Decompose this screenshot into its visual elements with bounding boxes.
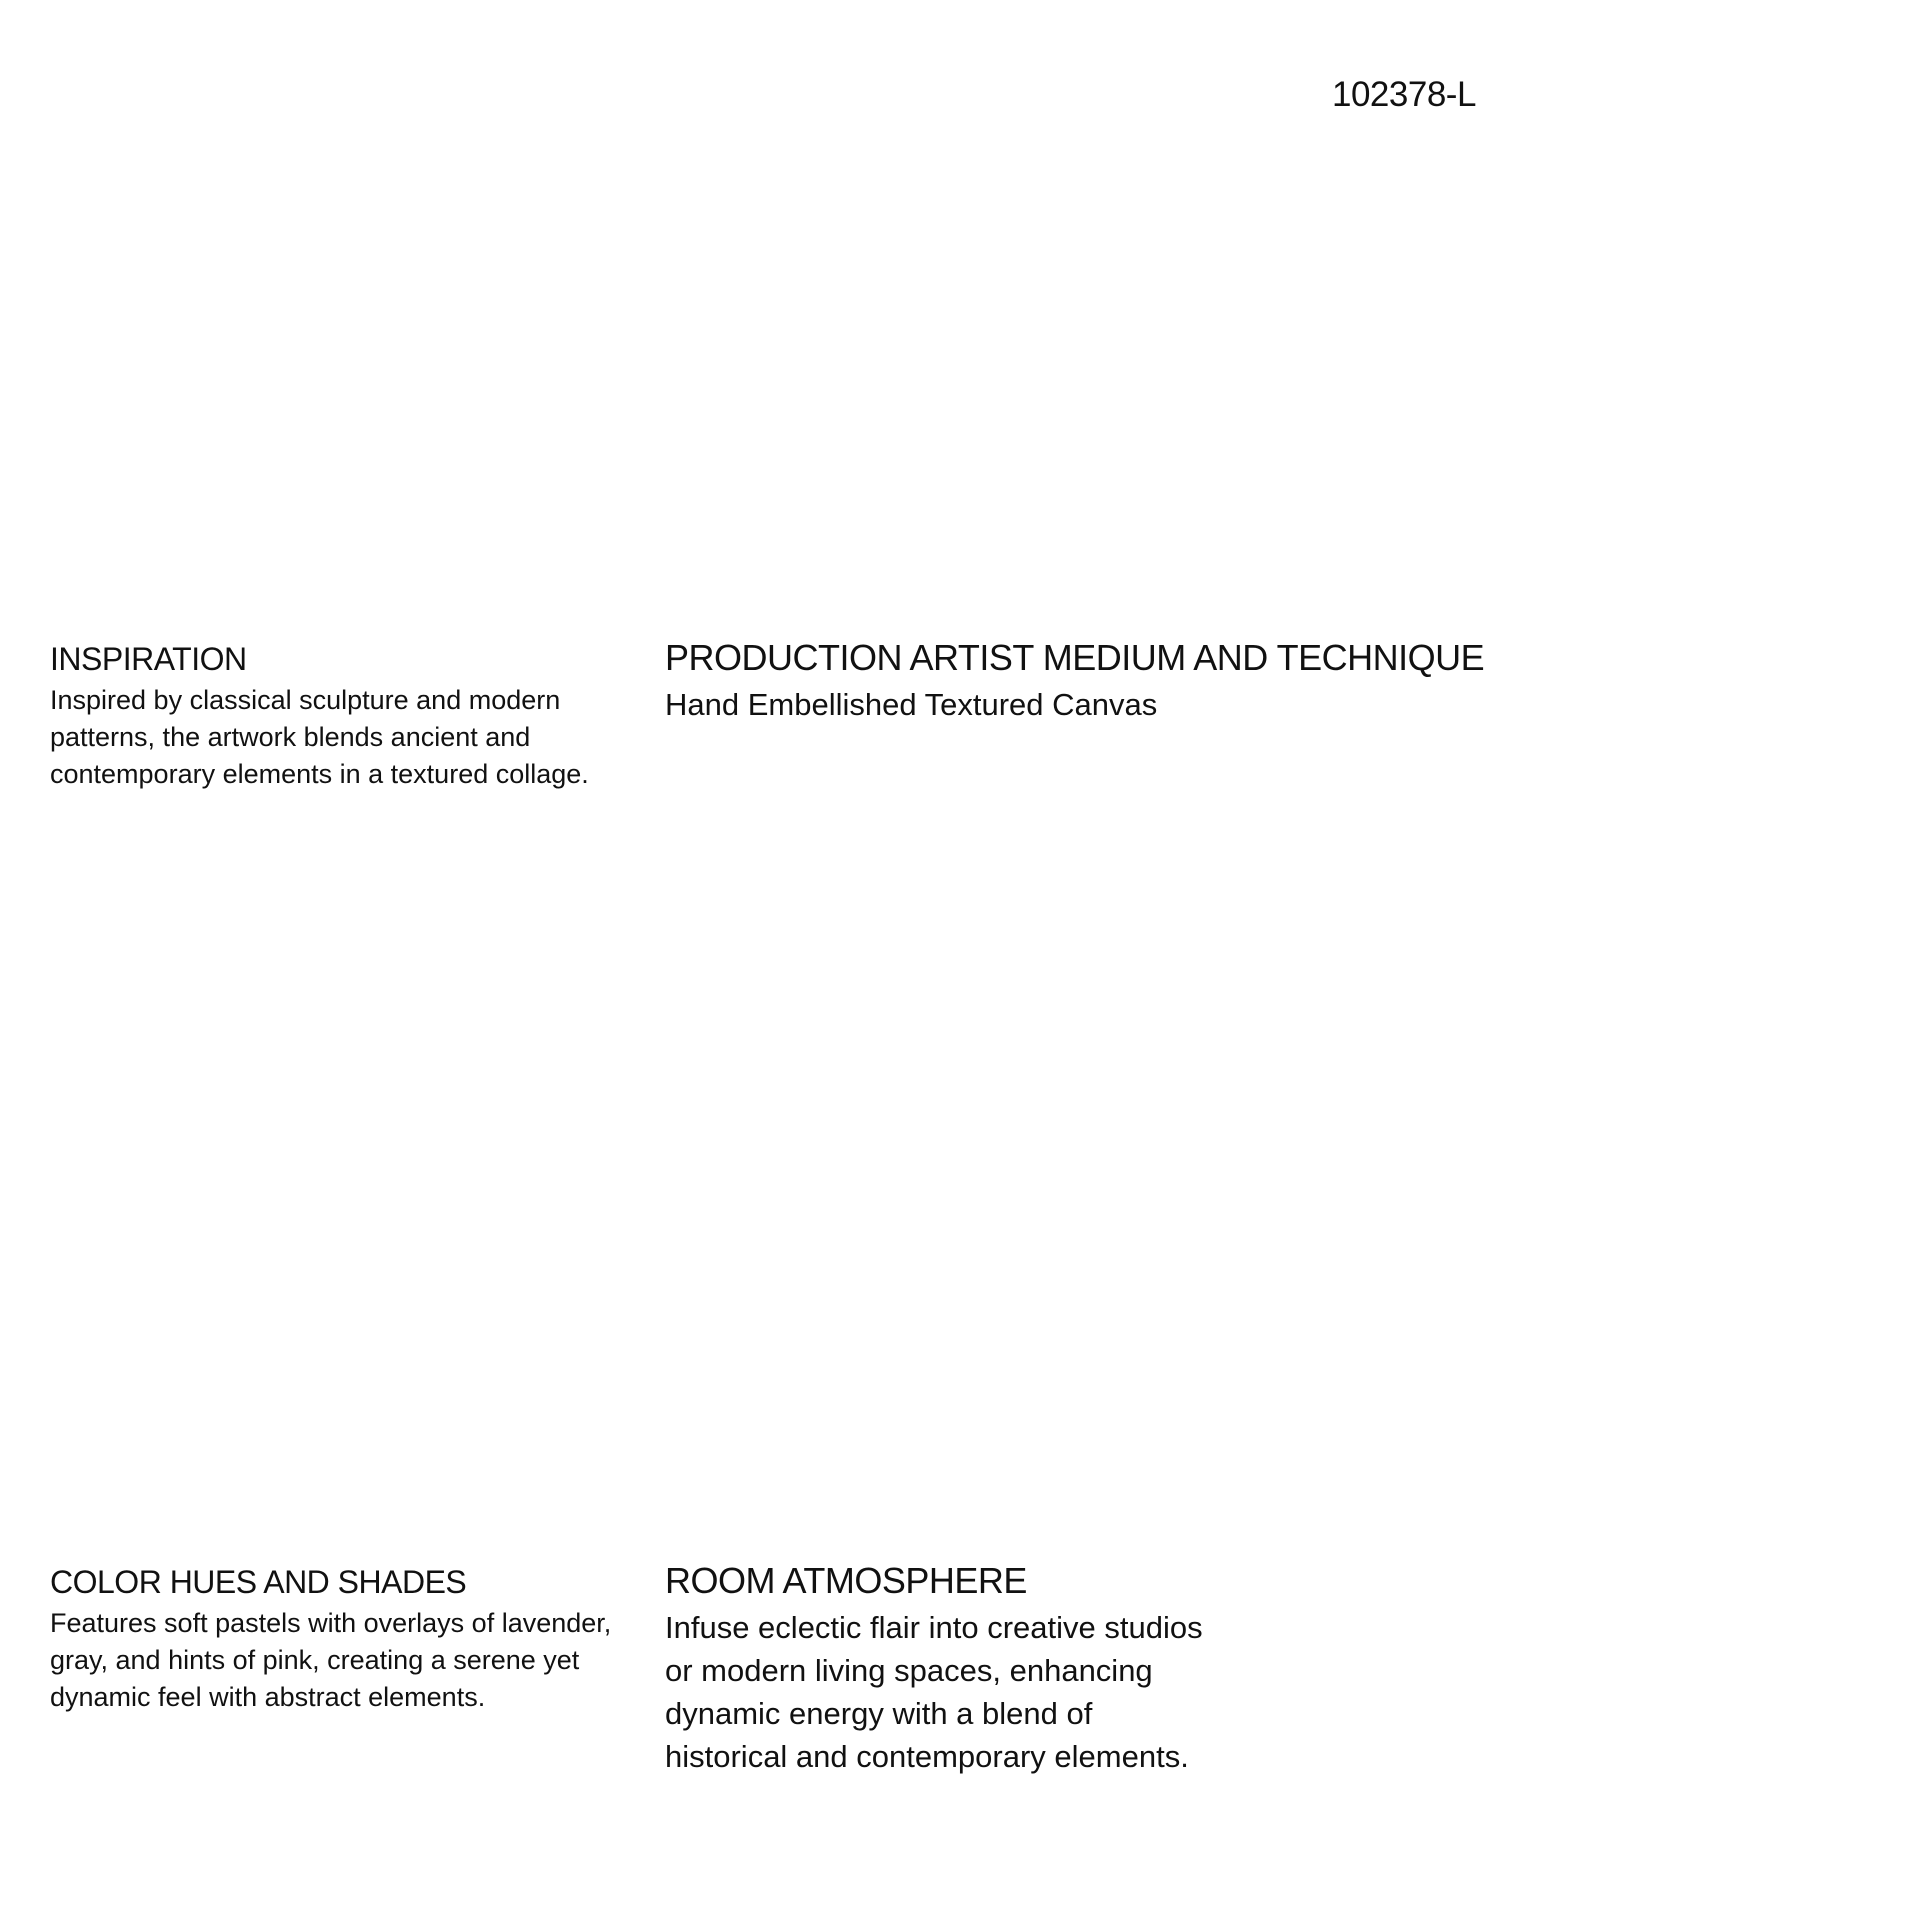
room-atmosphere-text [665, 1606, 1255, 1778]
color-hues-line: Features soft pastels with overlays of lavender, [50, 1608, 612, 1639]
inspiration-line: patterns, the artwork blends ancient and [50, 722, 531, 753]
room-atmosphere-line: historical and contemporary elements. [665, 1739, 1189, 1775]
color-hues-text [50, 1605, 650, 1716]
room-atmosphere-section [665, 1559, 1255, 1778]
product-code: 102378-L [1332, 75, 1476, 114]
inspiration-heading: INSPIRATION [50, 641, 247, 677]
medium-technique-text: Hand Embellished Textured Canvas [665, 687, 1158, 723]
inspiration-section [50, 640, 650, 793]
inspiration-text [50, 682, 650, 793]
color-hues-heading: COLOR HUES AND SHADES [50, 1564, 467, 1600]
inspiration-line: contemporary elements in a textured collage. [50, 759, 589, 790]
room-atmosphere-line: dynamic energy with a blend of [665, 1696, 1093, 1732]
color-hues-section [50, 1563, 650, 1716]
medium-technique-section [665, 636, 1565, 726]
color-hues-line: gray, and hints of pink, creating a serene yet [50, 1645, 580, 1676]
color-hues-line: dynamic feel with abstract elements. [50, 1682, 486, 1713]
room-atmosphere-heading: ROOM ATMOSPHERE [665, 1560, 1027, 1601]
medium-technique-heading: PRODUCTION ARTIST MEDIUM AND TECHNIQUE [665, 637, 1485, 678]
room-atmosphere-line: or modern living spaces, enhancing [665, 1653, 1153, 1689]
inspiration-line: Inspired by classical sculpture and modern [50, 685, 561, 716]
room-atmosphere-line: Infuse eclectic flair into creative studios [665, 1610, 1203, 1646]
